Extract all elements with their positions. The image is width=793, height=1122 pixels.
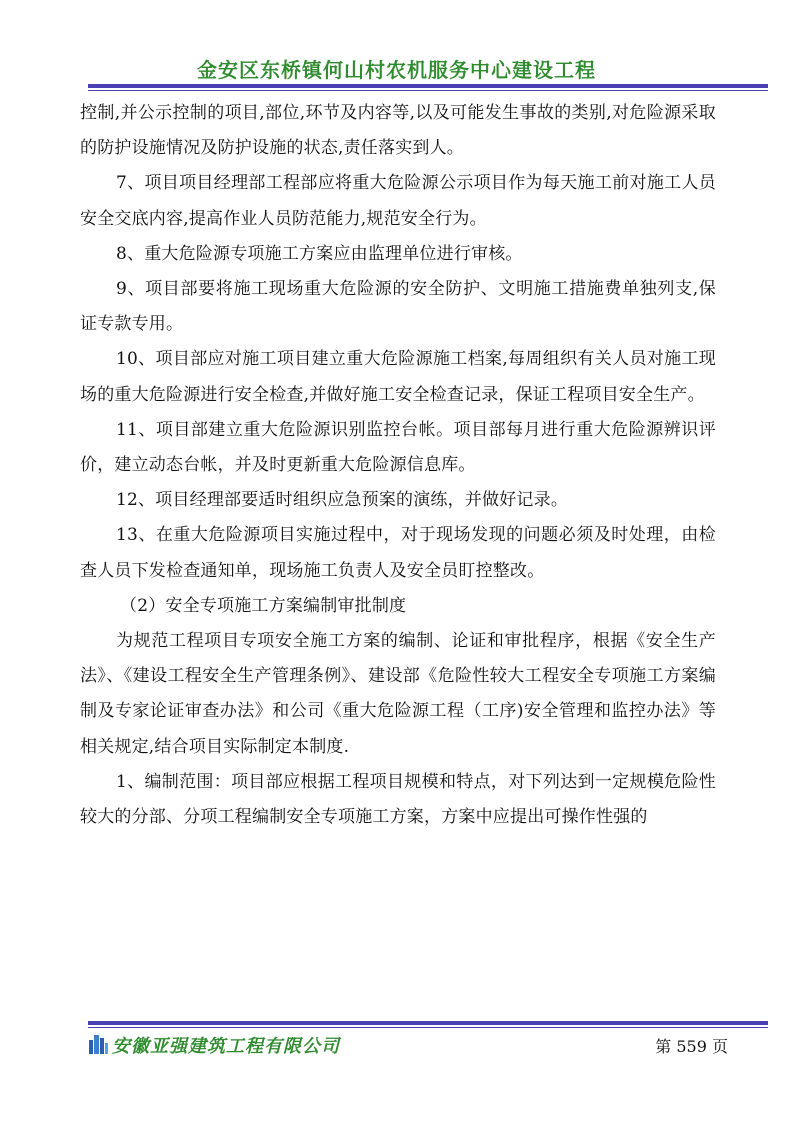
footer-rule-thick xyxy=(88,1021,768,1025)
page-number: 第 559 页 xyxy=(655,1037,728,1056)
building-logo-icon xyxy=(88,1032,108,1054)
paragraph-continuation: 控制,并公示控制的项目,部位,环节及内容等,以及可能发生事故的类别,对危险源采取的防护设施情况及防护设施的状态,责任落实到人。 xyxy=(80,103,716,159)
header-rule-thin xyxy=(88,90,768,91)
paragraph-intro: 为规范工程项目专项安全施工方案的编制、论证和审批程序，根据《安全生产法》、《建设工程安全生产管理条例》、建设部《危险性较大工程安全专项施工方案编制及专家论证审查办法》和公司《重大危险源工程（工序)安全管理和监控办法》等相关规定,结合项目实际制定本制度. xyxy=(80,631,716,757)
paragraph-item-12: 12、项目经理部要适时组织应急预案的演练，并做好记录。 xyxy=(116,490,569,511)
paragraph-item-8: 8、重大危险源专项施工方案应由监理单位进行审核。 xyxy=(116,243,523,264)
header-rule-thick xyxy=(88,84,768,88)
paragraph-item-11: 11、项目部建立重大危险源识别监控台帐。项目部每月进行重大危险源辨识评价，建立动态台帐，并及时更新重大危险源信息库。 xyxy=(80,419,716,476)
page-header-title: 金安区东桥镇何山村农机服务中心建设工程 xyxy=(197,58,596,82)
section-heading: （2）安全专项施工方案编制审批制度 xyxy=(120,595,407,616)
paragraph-scope: 1、编制范围：项目部应根据工程项目规模和特点，对下列达到一定规模危险性较大的分部、分项工程编制安全专项施工方案，方案中应提出可操作性强的 xyxy=(80,771,716,828)
paragraph-item-7: 7、项目项目经理部工程部应将重大危险源公示项目作为每天施工前对施工人员安全交底内容,提高作业人员防范能力,规范安全行为。 xyxy=(80,173,716,229)
paragraph-item-10: 10、项目部应对施工项目建立重大危险源施工档案,每周组织有关人员对施工现场的重大危险源进行安全检查,并做好施工安全检查记录，保证工程项目安全生产。 xyxy=(80,349,716,405)
page-footer xyxy=(88,1032,728,1058)
company-name: 安徽亚强建筑工程有限公司 xyxy=(112,1036,340,1057)
footer-rule-thin xyxy=(88,1027,768,1028)
paragraph-item-9: 9、项目部要将施工现场重大危险源的安全防护、文明施工措施费单独列支,保证专款专用。 xyxy=(80,279,716,335)
paragraph-item-13: 13、在重大危险源项目实施过程中，对于现场发现的问题必须及时处理，由检查人员下发检查通知单，现场施工负责人及安全员盯控整改。 xyxy=(80,525,716,581)
document-body xyxy=(80,96,716,835)
